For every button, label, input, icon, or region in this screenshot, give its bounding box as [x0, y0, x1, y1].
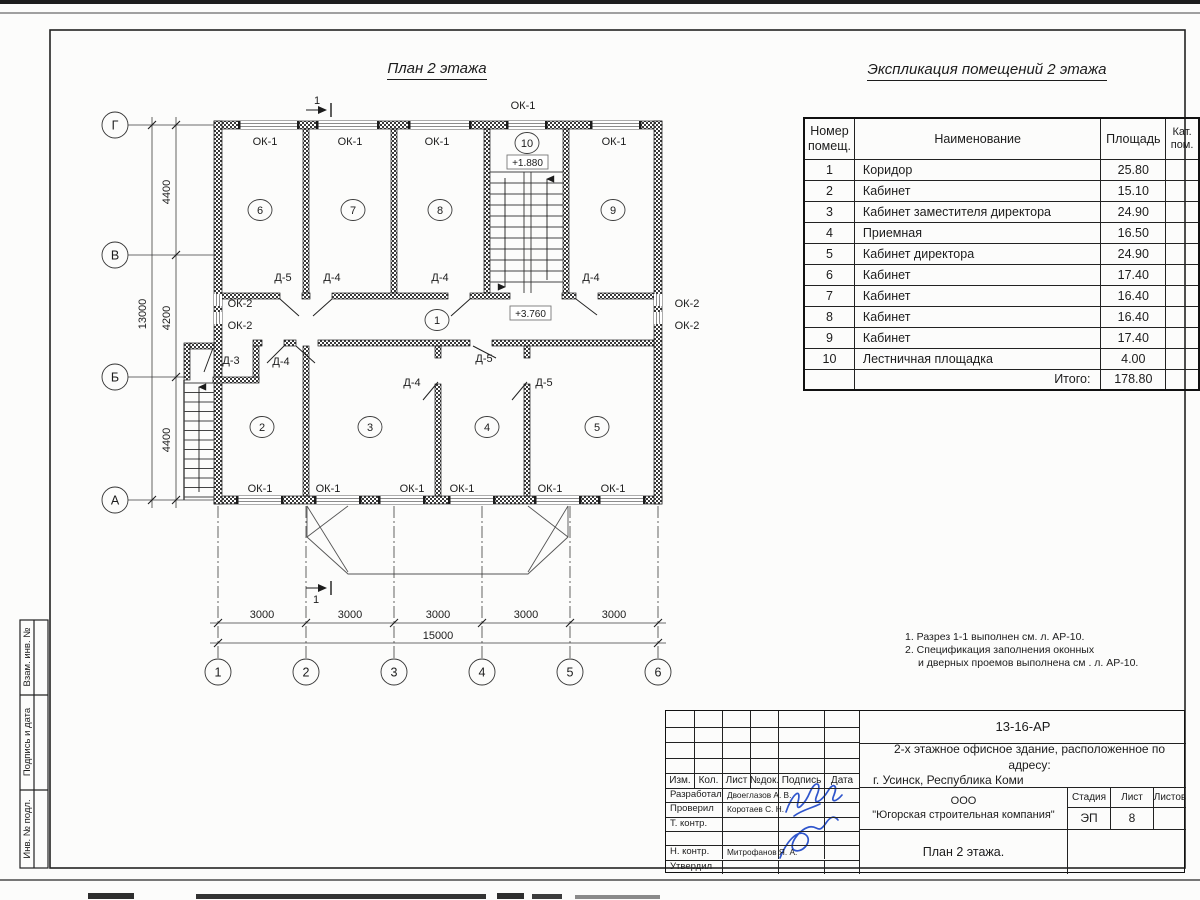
col-header-number: Номер помещ. [804, 118, 854, 159]
room-number: 3 [366, 422, 374, 434]
door-tag-d5: Д-5 [274, 272, 292, 284]
window-tag-ok2: ОК-2 [674, 320, 700, 332]
table-cell-name: Кабинет [854, 327, 1101, 348]
table-cell-num: 3 [804, 201, 854, 222]
dim-bottom-total: 15000 [422, 630, 454, 642]
tb-sheet-title: План 2 этажа. [859, 829, 1067, 874]
table-cell-cat [1166, 264, 1199, 285]
tb-name: Коротаев С. Н. [722, 802, 778, 816]
door-tag-d4: Д-4 [582, 272, 600, 284]
window-tag-ok1: ОК-1 [510, 100, 536, 112]
tb-name: Митрофанов Я. А. [722, 845, 778, 859]
tb-sheets-label: Листов [1153, 787, 1186, 807]
door-tag-d4: Д-4 [403, 377, 421, 389]
internal-stair [490, 172, 563, 293]
dim-left-seg1: 4400 [161, 179, 173, 205]
dim-left-seg2: 4200 [161, 305, 173, 331]
table-row [804, 180, 1199, 201]
grid-letter: Б [110, 370, 120, 385]
table-header-row [804, 118, 1199, 159]
table-row [804, 348, 1199, 369]
room-number: 7 [349, 205, 357, 217]
grid-bubbles [102, 112, 671, 685]
table-cell-cat [1166, 285, 1199, 306]
tb-object-line2: г. Усинск, Республика Коми [873, 773, 1024, 788]
window-tag-ok1: ОК-1 [601, 136, 627, 148]
window-tag-ok1: ОК-1 [315, 483, 341, 495]
table-row [804, 243, 1199, 264]
dim-bottom-seg: 3000 [337, 609, 363, 621]
explication-title-text: Экспликация помещений 2 этажа [867, 61, 1106, 81]
window-tag-ok2: ОК-2 [227, 320, 253, 332]
table-cell-cat [1166, 222, 1199, 243]
door-tag-d5: Д-5 [535, 377, 553, 389]
tb-name: Двоеглазов А. В. [722, 788, 778, 802]
section-mark-label: 1 [312, 594, 320, 606]
col-header-category: Кат. пом. [1166, 118, 1199, 159]
walls [184, 121, 662, 504]
tb-col-kol: Кол. [694, 773, 722, 788]
tb-stage-label: Стадия [1067, 787, 1110, 807]
col-header-name: Наименование [854, 118, 1101, 159]
note-line: 1. Разрез 1-1 выполнен см. л. АР-10. [905, 631, 1085, 643]
plan-title-text: План 2 этажа [387, 60, 486, 80]
dim-bottom-seg: 3000 [513, 609, 539, 621]
tb-role: Разработал [666, 788, 722, 802]
grid-letter: В [110, 248, 120, 263]
explication-table [803, 117, 1200, 391]
tb-doc-number: 13-16-АР [859, 711, 1186, 743]
table-cell-num: 4 [804, 222, 854, 243]
window-tag-ok1: ОК-1 [252, 136, 278, 148]
table-cell-num: 6 [804, 264, 854, 285]
window-tag-ok2: ОК-2 [674, 298, 700, 310]
table-cell-num: 7 [804, 285, 854, 306]
window-tag-ok1: ОК-1 [247, 483, 273, 495]
tb-sheet-label: Лист [1110, 787, 1153, 807]
tb-col-list: Лист [722, 773, 750, 788]
table-cell-area: 16.40 [1101, 306, 1166, 327]
room-number: 5 [593, 422, 601, 434]
grid-letter: Г [111, 118, 119, 133]
tb-col-podpis: Подпись [778, 773, 824, 788]
tb-role: Проверил [666, 802, 722, 816]
table-cell-cat [1166, 348, 1199, 369]
level-stair: +1.880 [512, 158, 543, 169]
room-number: 9 [609, 205, 617, 217]
window-tag-ok1: ОК-1 [424, 136, 450, 148]
door-tag-d5: Д-5 [475, 353, 493, 365]
table-cell-name: Кабинет [854, 306, 1101, 327]
table-cell-num: 2 [804, 180, 854, 201]
table-cell-cat [1166, 327, 1199, 348]
level-marks [507, 155, 551, 320]
grid-number: 4 [478, 665, 486, 680]
table-cell-name: Кабинет [854, 285, 1101, 306]
section-mark-label: 1 [313, 95, 321, 107]
table-cell-num: 8 [804, 306, 854, 327]
room-number: 10 [520, 138, 534, 150]
total-label: Итого: [854, 369, 1101, 390]
window-tag-ok1: ОК-1 [399, 483, 425, 495]
tb-col-ndok: №док. [750, 773, 778, 788]
tb-role [666, 831, 722, 845]
table-row [804, 306, 1199, 327]
room-number: 8 [436, 205, 444, 217]
grid-number: 3 [390, 665, 398, 680]
door-tag-d3: Д-3 [222, 355, 240, 367]
dim-bottom-seg: 3000 [249, 609, 275, 621]
tb-col-data: Дата [824, 773, 859, 788]
table-cell-name: Лестничная площадка [854, 348, 1101, 369]
room-number: 6 [256, 205, 264, 217]
plan-title [287, 60, 587, 80]
table-cell-cat [1166, 243, 1199, 264]
table-row [804, 201, 1199, 222]
grid-letter: А [110, 493, 120, 508]
tb-role: Утвердил [666, 860, 722, 875]
door-tag-d4: Д-4 [272, 356, 290, 368]
total-area: 178.80 [1101, 369, 1166, 390]
table-row [804, 222, 1199, 243]
note-line: и дверных проемов выполнена см . л. АР-10. [918, 656, 1139, 669]
tb-sheets-value [1153, 807, 1186, 829]
window-tag-ok1: ОК-1 [337, 136, 363, 148]
table-row [804, 327, 1199, 348]
side-stamp-label-podpis: Подпись и дата [22, 707, 33, 777]
explication-title [807, 61, 1167, 81]
col-header-area: Площадь [1101, 118, 1166, 159]
side-stamp-label-inv: Инв. № подл. [22, 799, 33, 859]
window-tag-ok1: ОК-1 [537, 483, 563, 495]
table-row [804, 159, 1199, 180]
section-mark-top [306, 95, 331, 117]
level-corridor: +3.760 [515, 309, 546, 320]
window-tag-ok1: ОК-1 [600, 483, 626, 495]
window-tag-ok2: ОК-2 [227, 298, 253, 310]
table-cell-cat [1166, 180, 1199, 201]
room-number: 2 [258, 422, 266, 434]
table-cell-area: 16.50 [1101, 222, 1166, 243]
table-cell-num: 9 [804, 327, 854, 348]
table-cell-area: 25.80 [1101, 159, 1166, 180]
table-cell-name: Коридор [854, 159, 1101, 180]
table-cell-area: 17.40 [1101, 327, 1166, 348]
window-tag-ok1: ОК-1 [449, 483, 475, 495]
tb-col-izm: Изм. [666, 773, 694, 788]
grid-number: 1 [214, 665, 222, 680]
table-cell-area: 4.00 [1101, 348, 1166, 369]
table-cell-name: Кабинет [854, 180, 1101, 201]
external-stair [184, 380, 214, 500]
table-cell-cat [1166, 201, 1199, 222]
tb-company-line2: "Югорская строительная компания" [872, 808, 1055, 821]
notes [905, 631, 1138, 669]
room-number: 4 [483, 422, 491, 434]
table-cell-area: 16.40 [1101, 285, 1166, 306]
exp-table-body [804, 159, 1199, 369]
grid-number: 5 [566, 665, 574, 680]
tb-object-line1: 2-х этажное офисное здание, расположенное по адресу: [893, 742, 1166, 772]
table-row [804, 264, 1199, 285]
table-total-row [804, 369, 1199, 390]
tb-company-line1: ООО [950, 794, 977, 807]
section-mark-bottom [306, 581, 331, 606]
table-cell-cat [1166, 159, 1199, 180]
tb-stage-value: ЭП [1067, 807, 1110, 829]
title-block [665, 710, 1185, 873]
tb-role: Н. контр. [666, 845, 722, 859]
table-cell-cat [1166, 306, 1199, 327]
grid-number: 6 [654, 665, 662, 680]
tb-role: Т. контр. [666, 817, 722, 831]
table-cell-num: 10 [804, 348, 854, 369]
door-tag-d4: Д-4 [431, 272, 449, 284]
tb-sheet-value: 8 [1110, 807, 1153, 829]
table-row [804, 285, 1199, 306]
side-stamp-label-vzam: Взам. инв. № [22, 627, 33, 687]
dim-bottom-seg: 3000 [601, 609, 627, 621]
dim-left-seg3: 4400 [161, 427, 173, 453]
table-cell-area: 17.40 [1101, 264, 1166, 285]
table-cell-area: 24.90 [1101, 243, 1166, 264]
table-cell-num: 5 [804, 243, 854, 264]
table-cell-name: Кабинет [854, 264, 1101, 285]
door-tag-d4: Д-4 [323, 272, 341, 284]
room-number: 1 [433, 315, 441, 327]
dim-bottom-seg: 3000 [425, 609, 451, 621]
table-cell-num: 1 [804, 159, 854, 180]
table-cell-area: 24.90 [1101, 201, 1166, 222]
note-line: 2. Спецификация заполнения оконных [905, 643, 1095, 656]
entrance-canopy [307, 506, 568, 574]
table-cell-name: Кабинет заместителя директора [854, 201, 1101, 222]
table-cell-name: Приемная [854, 222, 1101, 243]
grid-number: 2 [302, 665, 310, 680]
dim-left-total: 13000 [137, 298, 149, 330]
table-cell-area: 15.10 [1101, 180, 1166, 201]
table-cell-name: Кабинет директора [854, 243, 1101, 264]
